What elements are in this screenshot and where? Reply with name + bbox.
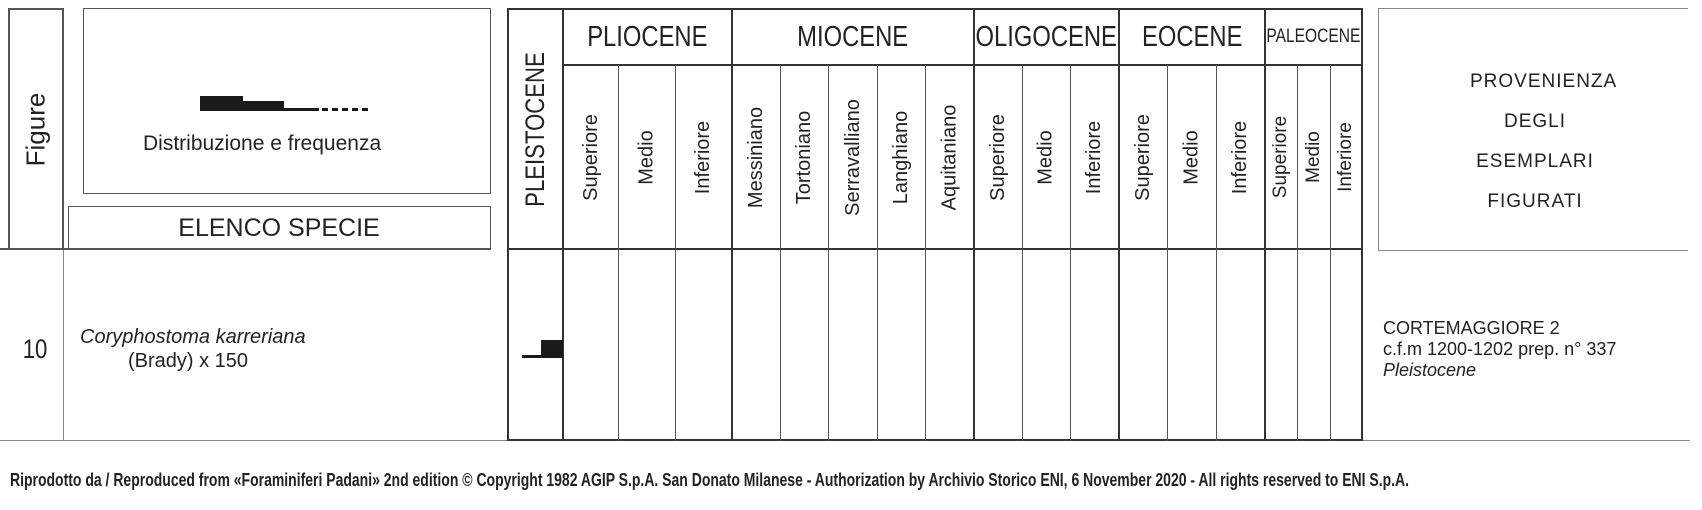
provenance-line-3: ESEMPLARI — [1476, 151, 1594, 172]
provenance-age: Pleistocene — [1383, 360, 1477, 380]
provenance-well: CORTEMAGGIORE 2 — [1383, 318, 1560, 338]
provenance-line-1: PROVENIENZA — [1470, 71, 1618, 92]
stage-pliocene-inferiore: Inferiore — [692, 120, 714, 194]
stage-aquitaniano: Aquitaniano — [938, 104, 960, 210]
epoch-paleocene: PALEOCENE — [1266, 26, 1361, 47]
species-author: (Brady) x 150 — [128, 350, 249, 372]
stage-oligocene-medio: Medio — [1035, 129, 1058, 185]
stage-eocene-superiore: Superiore — [1132, 113, 1154, 201]
copyright-footer: Riprodotto da / Reproduced from «Foraminiferi Padani» 2nd edition © Copyright 1982 AGIP S.p.A. San Donato Milanese - Authorization by Archivio Storico ENI, 6 November 2020 - All rights reserved to ENI S.p.A. — [10, 470, 1410, 490]
figure-column-label: Figure — [20, 92, 51, 166]
epoch-pliocene: PLIOCENE — [587, 20, 708, 53]
stage-langhiano: Langhiano — [890, 110, 912, 204]
figure-number: 10 — [22, 334, 48, 364]
stage-eocene-medio: Medio — [1180, 129, 1203, 185]
stage-paleocene-superiore: Superiore — [1270, 115, 1292, 199]
provenance-detail: c.f.m 1200-1202 prep. n° 337 — [1383, 339, 1617, 359]
legend-caption: Distribuzione e frequenza — [143, 132, 382, 155]
pleistocene-label: PLEISTOCENE — [520, 51, 551, 207]
stage-oligocene-inferiore: Inferiore — [1083, 120, 1105, 194]
stage-messiniano: Messiniano — [745, 106, 768, 208]
stage-paleocene-inferiore: Inferiore — [1335, 122, 1357, 192]
stage-eocene-inferiore: Inferiore — [1229, 120, 1251, 194]
stage-pliocene-superiore: Superiore — [579, 113, 602, 201]
species-name: Coryphostoma karreriana — [80, 326, 306, 348]
stage-serravalliano: Serravalliano — [841, 98, 864, 216]
stage-tortoniano: Tortoniano — [793, 110, 815, 204]
provenance-line-2: DEGLI — [1503, 111, 1567, 132]
provenance-line-4: FIGURATI — [1487, 191, 1583, 212]
stage-pliocene-medio: Medio — [635, 129, 658, 185]
provenance-entry — [1383, 318, 1616, 381]
species-list-label: ELENCO SPECIE — [178, 214, 380, 242]
epoch-miocene: MIOCENE — [797, 20, 909, 53]
stage-oligocene-superiore: Superiore — [987, 113, 1009, 201]
epoch-oligocene: OLIGOCENE — [975, 20, 1118, 53]
epoch-eocene: EOCENE — [1141, 20, 1243, 53]
stage-paleocene-medio: Medio — [1303, 131, 1324, 183]
